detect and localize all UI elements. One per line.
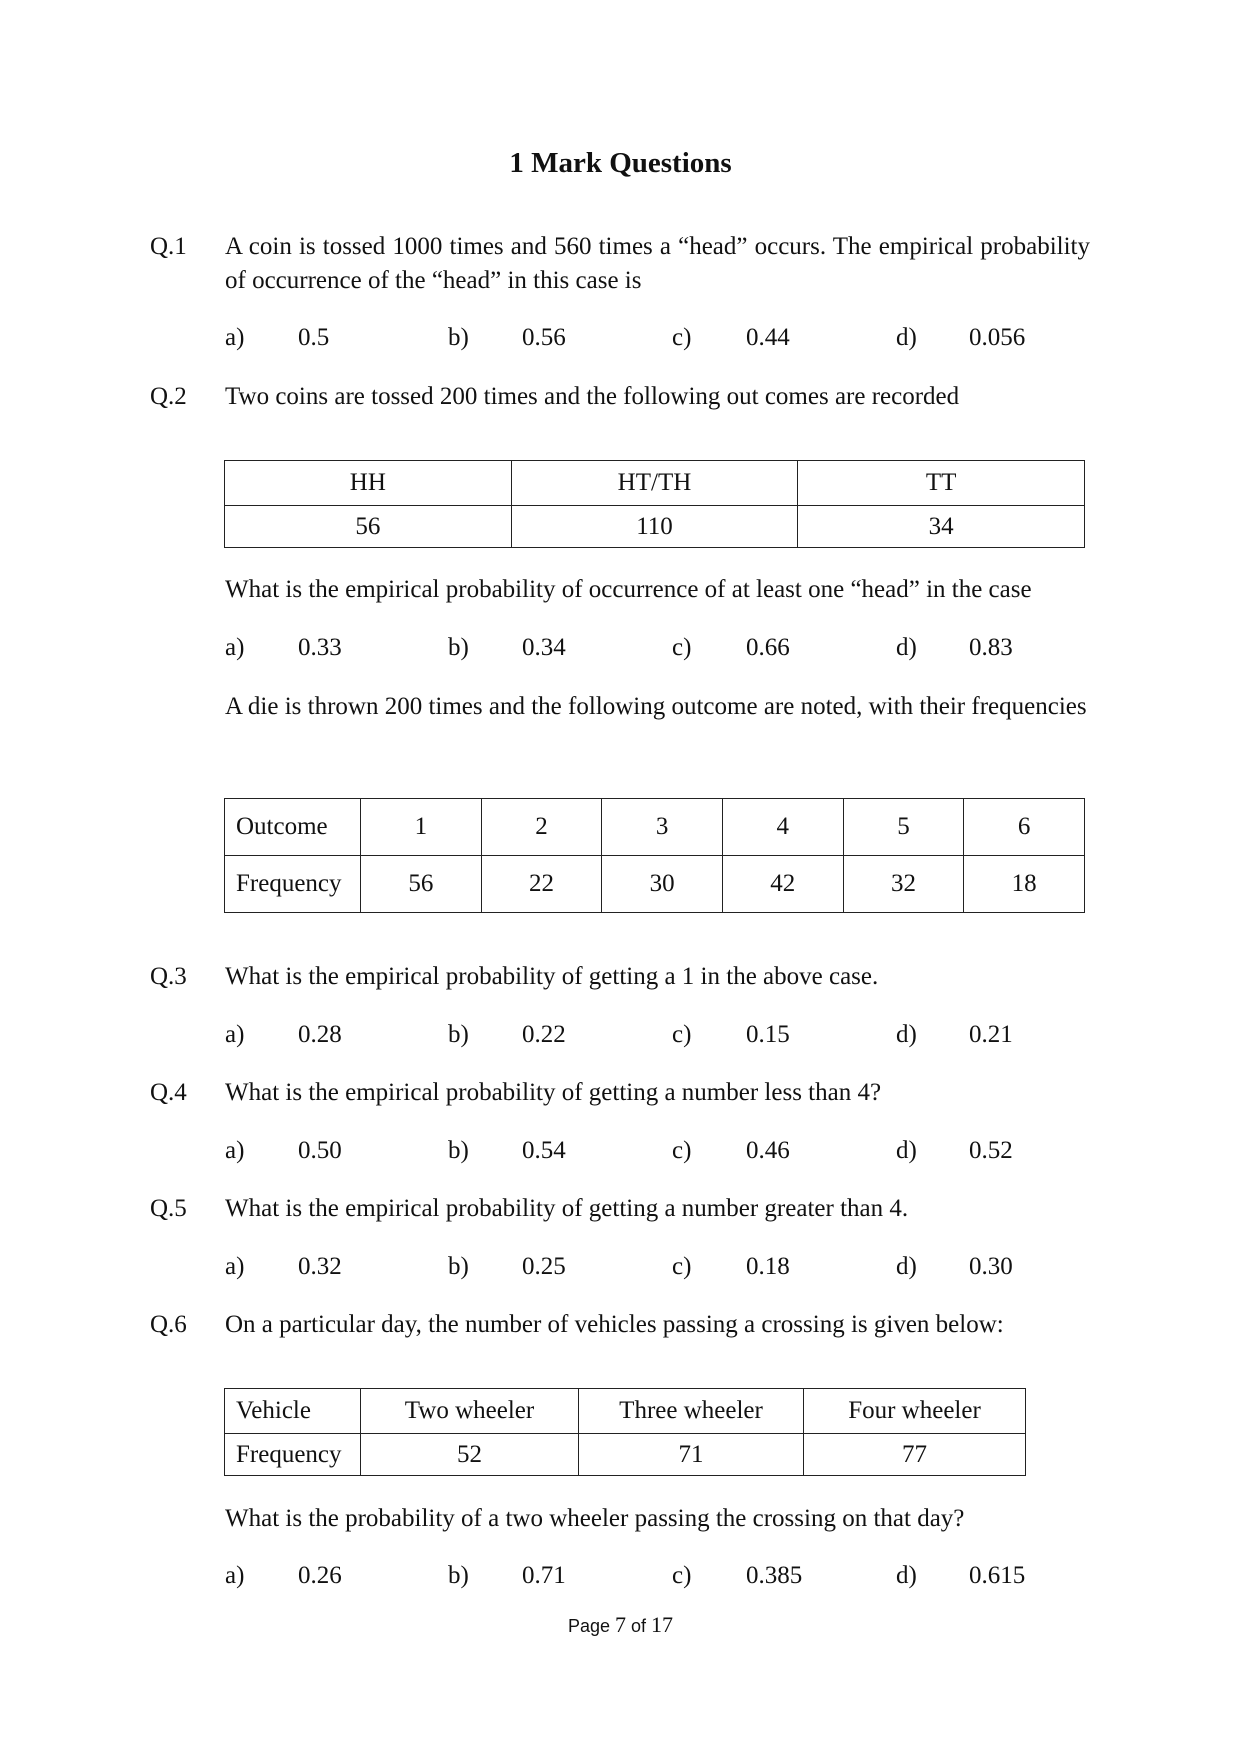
table-row-label: Outcome	[225, 799, 361, 856]
table-cell: Two wheeler	[361, 1389, 579, 1434]
table-cell: Three wheeler	[579, 1389, 804, 1434]
option-value: 0.54	[522, 1137, 566, 1164]
passage-text: A die is thrown 200 times and the following outcome are noted, with their frequencies	[225, 693, 1087, 720]
option-label: b)	[448, 634, 469, 661]
table-cell: 77	[804, 1434, 1026, 1476]
table-cell: 56	[225, 506, 512, 548]
option-label: d)	[896, 1562, 917, 1589]
question-number: Q.3	[150, 963, 187, 990]
question-number: Q.2	[150, 383, 187, 410]
table-cell: 71	[579, 1434, 804, 1476]
option-label: a)	[225, 634, 245, 661]
option-label: b)	[448, 1137, 469, 1164]
question-number: Q.6	[150, 1311, 187, 1338]
option-value: 0.056	[969, 324, 1026, 351]
option-value: 0.32	[298, 1253, 342, 1280]
question-text: A coin is tossed 1000 times and 560 times a “head” occurs. The empirical probability of occurrence of the “head” in this case is	[225, 233, 1090, 294]
option-value: 0.46	[746, 1137, 790, 1164]
option-label: b)	[448, 324, 469, 351]
option-value: 0.25	[522, 1253, 566, 1280]
table-row-label: Frequency	[225, 856, 361, 913]
question-text: What is the empirical probability of getting a number less than 4?	[225, 1079, 882, 1106]
table-cell: 1	[361, 799, 482, 856]
question-text: On a particular day, the number of vehicles passing a crossing is given below:	[225, 1311, 1004, 1338]
table-cell: 110	[511, 506, 798, 548]
option-value: 0.50	[298, 1137, 342, 1164]
table-cell: 3	[602, 799, 723, 856]
question-text: Two coins are tossed 200 times and the following out comes are recorded	[225, 383, 960, 410]
of-word: of	[631, 1616, 647, 1636]
table-cell: 22	[481, 856, 602, 913]
table-cell: 56	[361, 856, 482, 913]
page-title: 1 Mark Questions	[509, 147, 732, 179]
option-label: c)	[672, 634, 692, 661]
table-row-label: Frequency	[225, 1434, 361, 1476]
option-value: 0.33	[298, 634, 342, 661]
option-value: 0.52	[969, 1137, 1013, 1164]
option-value: 0.22	[522, 1021, 566, 1048]
table-cell: 34	[798, 506, 1085, 548]
option-value: 0.26	[298, 1562, 342, 1589]
option-label: d)	[896, 1137, 917, 1164]
option-value: 0.28	[298, 1021, 342, 1048]
option-label: d)	[896, 634, 917, 661]
table-header-cell: HH	[225, 461, 512, 506]
option-label: d)	[896, 324, 917, 351]
option-value: 0.71	[522, 1562, 566, 1589]
option-label: c)	[672, 1562, 692, 1589]
table-cell: 2	[481, 799, 602, 856]
table-cell: 42	[722, 856, 843, 913]
option-value: 0.44	[746, 324, 790, 351]
option-value: 0.83	[969, 634, 1013, 661]
die-frequency-table	[224, 798, 1085, 913]
option-label: a)	[225, 324, 245, 351]
question-text: What is the empirical probability of occurrence of at least one “head” in the case	[225, 576, 1032, 603]
question-text: What is the probability of a two wheeler passing the crossing on that day?	[225, 1505, 965, 1532]
question-text: What is the empirical probability of getting a number greater than 4.	[225, 1195, 909, 1222]
vehicle-frequency-table	[224, 1388, 1026, 1476]
question-number: Q.4	[150, 1079, 187, 1106]
option-value: 0.66	[746, 634, 790, 661]
option-label: b)	[448, 1562, 469, 1589]
table-cell: 4	[722, 799, 843, 856]
question-number: Q.1	[150, 233, 187, 260]
option-label: d)	[896, 1253, 917, 1280]
option-label: a)	[225, 1137, 245, 1164]
coin-outcome-table	[224, 460, 1085, 548]
table-cell: 32	[843, 856, 964, 913]
option-label: b)	[448, 1253, 469, 1280]
option-label: a)	[225, 1562, 245, 1589]
option-label: d)	[896, 1021, 917, 1048]
option-value: 0.15	[746, 1021, 790, 1048]
current-page-number: 7	[615, 1612, 626, 1637]
option-label: c)	[672, 1021, 692, 1048]
option-label: c)	[672, 324, 692, 351]
total-page-count: 17	[651, 1612, 674, 1637]
option-label: c)	[672, 1253, 692, 1280]
option-value: 0.385	[746, 1562, 803, 1589]
option-value: 0.615	[969, 1562, 1026, 1589]
option-label: a)	[225, 1253, 245, 1280]
option-value: 0.21	[969, 1021, 1013, 1048]
table-cell: 52	[361, 1434, 579, 1476]
option-value: 0.56	[522, 324, 566, 351]
option-label: b)	[448, 1021, 469, 1048]
option-value: 0.34	[522, 634, 566, 661]
option-value: 0.5	[298, 324, 330, 351]
table-header-cell: HT/TH	[511, 461, 798, 506]
table-header-cell: TT	[798, 461, 1085, 506]
page-footer	[0, 1612, 1241, 1638]
table-cell: 30	[602, 856, 723, 913]
table-cell: Four wheeler	[804, 1389, 1026, 1434]
table-cell: 6	[964, 799, 1085, 856]
table-cell: 18	[964, 856, 1085, 913]
table-row-label: Vehicle	[225, 1389, 361, 1434]
option-value: 0.18	[746, 1253, 790, 1280]
question-text: What is the empirical probability of getting a 1 in the above case.	[225, 963, 879, 990]
question-number: Q.5	[150, 1195, 187, 1222]
option-value: 0.30	[969, 1253, 1013, 1280]
table-cell: 5	[843, 799, 964, 856]
option-label: c)	[672, 1137, 692, 1164]
option-label: a)	[225, 1021, 245, 1048]
page-word: Page	[567, 1616, 610, 1636]
